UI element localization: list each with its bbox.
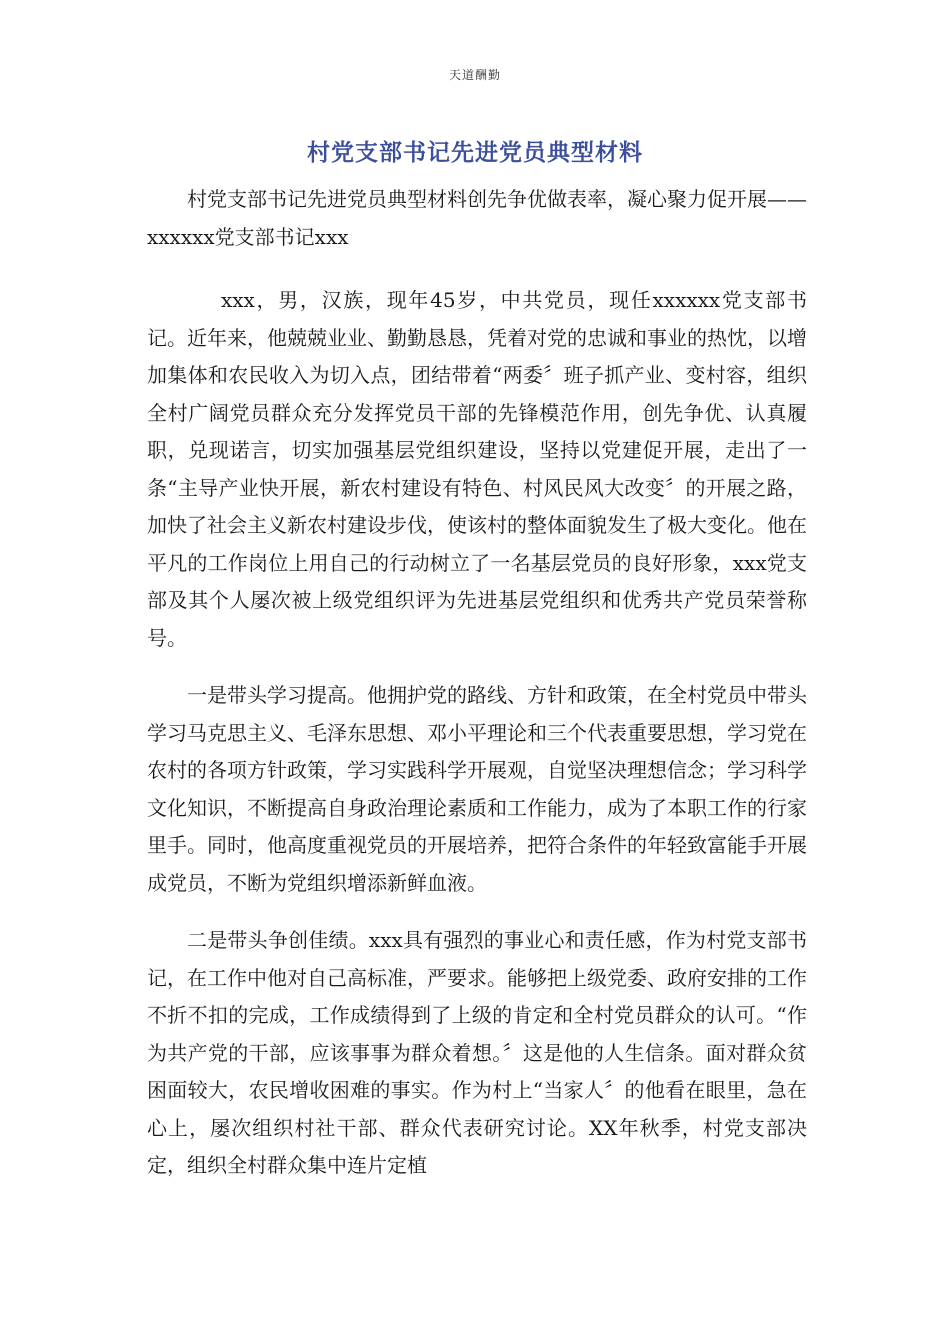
document-body — [147, 181, 807, 1205]
page-header: 天道酬勤 — [448, 68, 501, 82]
study-paragraph: 一是带头学习提高。他拥护党的路线、方针和政策，在全村党员中带头学习马克思主义、毛泽东思想、邓小平理论和三个代表重要思想，学习党在农村的各项方针政策，学习实践科学开展观，自觉坚决理想信念；学习科学文化知识，不断提高自身政治理论素质和工作能力，成为了本职工作的行家里手。同时，他高度重视党员的开展培养，把符合条件的年轻致富能手开展成党员，不断为党组织增添新鲜血液。 — [147, 683, 807, 895]
intro-paragraph: 村党支部书记先进党员典型材料创先争优做表率，凝心聚力促开展——xxxxxx党支部书记xxx — [147, 187, 807, 249]
profile-paragraph: xxx，男，汉族，现年45岁，中共党员，现任xxxxxx党支部书记。近年来，他兢兢业业、勤勤恳恳，凭着对党的忠诚和事业的热忱，以增加集体和农民收入为切入点，团结带着“两委〞班子抓产业、变村容，组织全村广阔党员群众充分发挥党员干部的先锋模范作用，创先争优、认真履职，兑现诺言，切实加强基层党组织建设，坚持以党建促开展，走出了一条“主导产业快开展，新农村建设有特色、村风民风大改变〞的开展之路，加快了社会主义新农村建设步伐，使该村的整体面貌发生了极大变化。他在平凡的工作岗位上用自己的行动树立了一名基层党员的良好形象，xxx党支部及其个人屡次被上级党组织评为先进基层党组织和优秀共产党员荣誉称号。 — [147, 288, 807, 650]
achievement-paragraph: 二是带头争创佳绩。xxx具有强烈的事业心和责任感，作为村党支部书记，在工作中他对自己高标准，严要求。能够把上级党委、政府安排的工作不折不扣的完成，工作成绩得到了上级的肯定和全村党员群众的认可。“作为共产党的干部，应该事事为群众着想。〞这是他的人生信条。面对群众贫困面较大，农民增收困难的事实。作为村上“当家人〞的他看在眼里，急在心上，屡次组织村社干部、群众代表研究讨论。XX年秋季，村党支部决定，组织全村群众集中连片定植 — [147, 928, 807, 1177]
document-title: 村党支部书记先进党员典型材料 — [307, 139, 643, 166]
